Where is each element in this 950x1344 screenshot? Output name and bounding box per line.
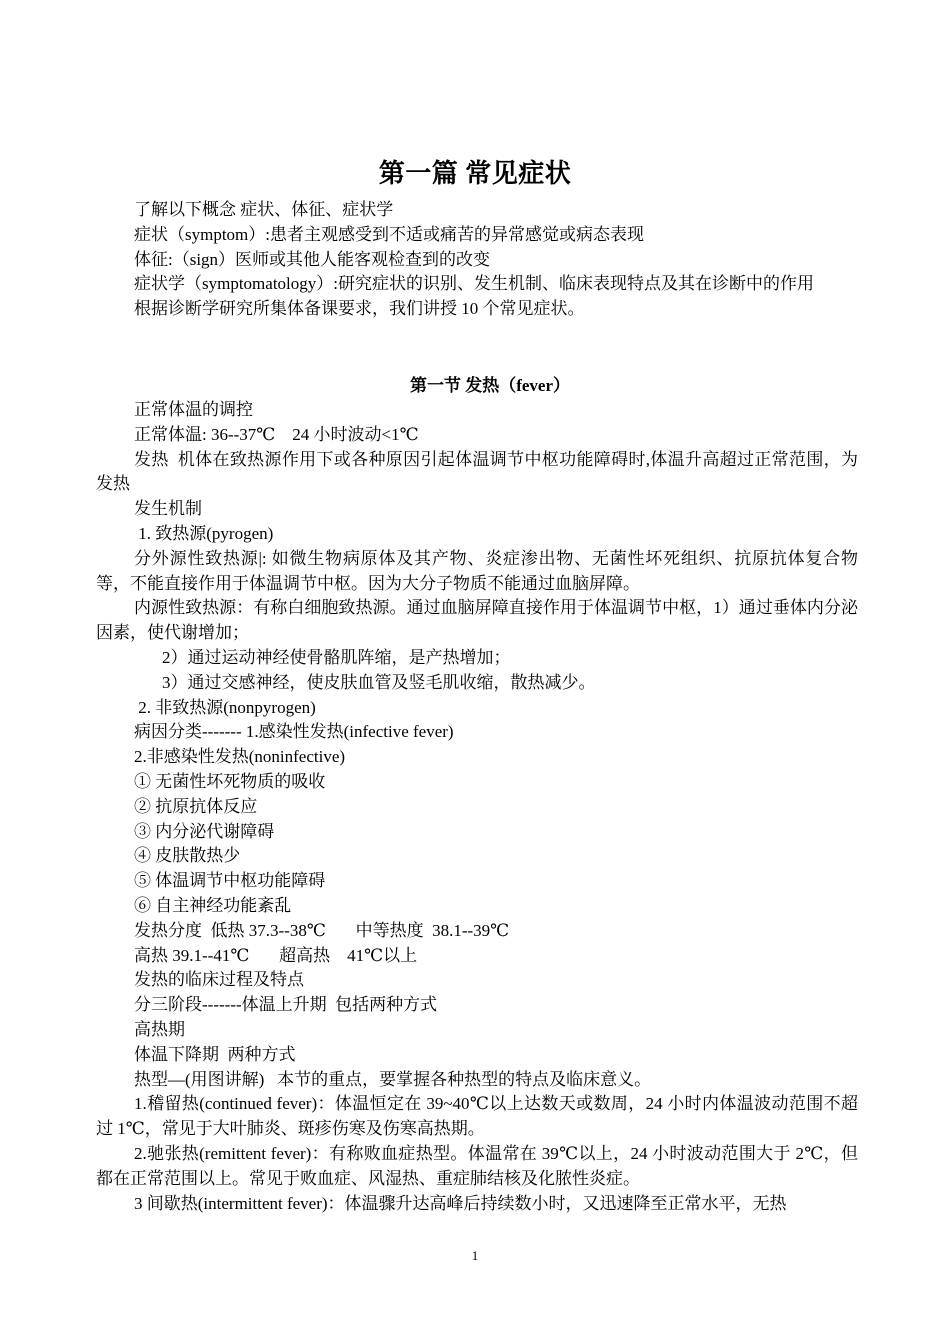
paragraph: 内源性致热源：有称白细胞致热源。通过血脑屏障直接作用于体温调节中枢，1）通过垂体内分泌因素，使代谢增加； — [96, 598, 858, 643]
paragraph: 分三阶段-------体温上升期 包括两种方式 — [134, 995, 438, 1015]
paragraph: 发热分度 低热 37.3--38℃ 中等热度 38.1--39℃ — [134, 920, 510, 940]
paragraph: 分外源性致热源|: 如微生物病原体及其产物、炎症渗出物、无菌性坏死组织、抗原抗体复合物等，不能直接作用于体温调节中枢。因为大分子物质不能通过血脑屏障。 — [96, 548, 858, 593]
list-item: ② 抗原抗体反应 — [134, 796, 258, 816]
paragraph: 发热的临床过程及特点 — [134, 970, 304, 990]
intro-paragraph: 症状（symptom）:患者主观感受到不适或痛苦的异常感觉或病态表现 — [134, 224, 645, 244]
page-number: 1 — [471, 1248, 479, 1263]
paragraph: 3 间歇热(intermittent fever)：体温骤升达高峰后持续数小时，又迅速降至正常水平，无热 — [134, 1193, 787, 1213]
intro-paragraph: 根据诊断学研究所集体备课要求，我们讲授 10 个常见症状。 — [134, 299, 585, 319]
paragraph: 体温下降期 两种方式 — [134, 1044, 296, 1064]
paragraph: 2）通过运动神经使骨骼肌阵缩，是产热增加； — [162, 647, 511, 667]
intro-block — [96, 198, 858, 322]
intro-paragraph: 体征:（sign）医师或其他人能客观检查到的改变 — [134, 249, 491, 269]
paragraph: 2.非感染性发热(noninfective) — [134, 747, 346, 767]
paragraph: 1. 致热源(pyrogen) — [134, 523, 274, 543]
paragraph: 热型—(用图讲解) 本节的重点，要掌握各种热型的特点及临床意义。 — [134, 1069, 652, 1089]
list-item: ① 无菌性坏死物质的吸收 — [134, 771, 326, 791]
intro-paragraph: 了解以下概念 症状、体征、症状学 — [134, 200, 394, 219]
section-title: 第一节 发热（fever） — [409, 376, 571, 395]
page-title: 第一篇 常见症状 — [378, 159, 572, 188]
list-item: ⑥ 自主神经功能紊乱 — [134, 895, 292, 915]
paragraph: 病因分类------- 1.感染性发热(infective fever) — [134, 722, 454, 742]
paragraph: 正常体温的调控 — [134, 400, 253, 419]
section-body — [96, 398, 858, 1216]
paragraph: 1.稽留热(continued fever)：体温恒定在 39~40℃以上达数天或数周，24 小时内体温波动范围不超过 1℃，常见于大叶肺炎、斑疹伤寒及伤寒高热期。 — [96, 1094, 858, 1139]
paragraph: 3）通过交感神经，使皮肤血管及竖毛肌收缩，散热减少。 — [162, 672, 596, 692]
list-item: ④ 皮肤散热少 — [134, 846, 241, 866]
paragraph: 2. 非致热源(nonpyrogen) — [134, 697, 316, 717]
paragraph: 高热 39.1--41℃ 超高热 41℃以上 — [134, 945, 418, 965]
paragraph: 发热 机体在致热源作用下或各种原因引起体温调节中枢功能障碍时,体温升高超过正常范围，为发热 — [96, 449, 858, 494]
list-item: ③ 内分泌代谢障碍 — [134, 821, 275, 841]
paragraph: 发生机制 — [134, 499, 202, 519]
paragraph: 2.驰张热(remittent fever)：有称败血症热型。体温常在 39℃以上，24 小时波动范围大于 2℃，但都在正常范围以上。常见于败血症、风湿热、重症肺结核及化脓性炎症。 — [96, 1143, 858, 1188]
intro-paragraph: 症状学（symptomatology）:研究症状的识别、发生机制、临床表现特点及其在诊断中的作用 — [134, 274, 814, 294]
paragraph: 高热期 — [134, 1019, 185, 1039]
list-item: ⑤ 体温调节中枢功能障碍 — [134, 871, 326, 891]
paragraph: 正常体温: 36--37℃ 24 小时波动<1℃ — [134, 424, 419, 444]
